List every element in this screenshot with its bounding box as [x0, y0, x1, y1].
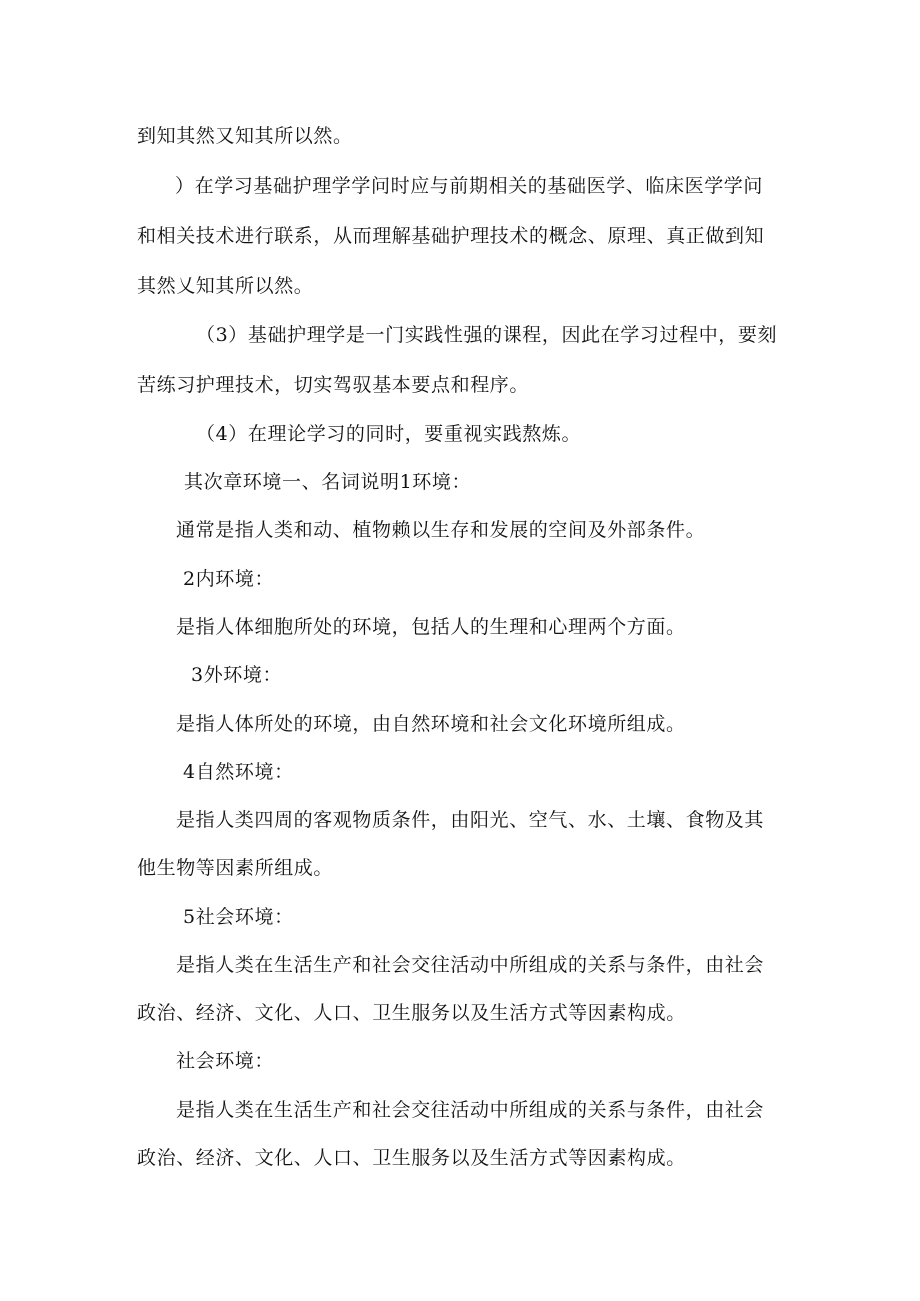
term-heading: 社会环境：: [176, 1050, 275, 1072]
definition-text: 是指人类在生活生产和社会交往活动中所组成的关系与条件，由社会: [176, 1099, 765, 1121]
definition-text: 政治、经济、文化、人口、卫生服务以及生活方式等因素构成。: [137, 1147, 686, 1169]
text-line: 到知其然又知其所以然。: [137, 125, 353, 147]
definition-text: 是指人类四周的客观物质条件，由阳光、空气、水、土壤、食物及其: [176, 809, 765, 831]
definition-text: 他生物等因素所组成。: [137, 857, 334, 879]
definition-text: 是指人类在生活生产和社会交往活动中所组成的关系与条件，由社会: [176, 954, 765, 976]
term-heading: 5社会环境：: [183, 906, 294, 928]
term-heading: 3外环境：: [191, 664, 283, 686]
text-line: （3）基础护理学是一门实践性强的课程，因此在学习过程中，要刻: [196, 324, 778, 346]
text-line: ）在学习基础护理学学问时应与前期相关的基础医学、临床医学学问: [175, 175, 764, 197]
term-heading: 2内环境：: [183, 568, 275, 590]
text-line: 苦练习护理技术，切实驾驭基本要点和程序。: [137, 374, 530, 396]
text-line: 其然乂知其所以然。: [137, 275, 314, 297]
term-heading: 4自然环境：: [183, 761, 294, 783]
text-line: （4）在理论学习的同时，要重视实践熬炼。: [196, 423, 582, 445]
section-heading: 其次章环境一、名词说明1环境：: [184, 471, 472, 493]
definition-text: 政治、经济、文化、人口、卫生服务以及生活方式等因素构成。: [137, 1002, 686, 1024]
definition-text: 通常是指人类和动、植物赖以生存和发展的空间及外部条件。: [176, 519, 706, 541]
text-line: 和相关技术进行联系，从而理解基础护理技术的概念、原理、真正做到知: [137, 225, 765, 247]
definition-text: 是指人体细胞所处的环境，包括人的生理和心理两个方面。: [176, 616, 686, 638]
definition-text: 是指人体所处的环境，由自然环境和社会文化环境所组成。: [176, 713, 686, 735]
